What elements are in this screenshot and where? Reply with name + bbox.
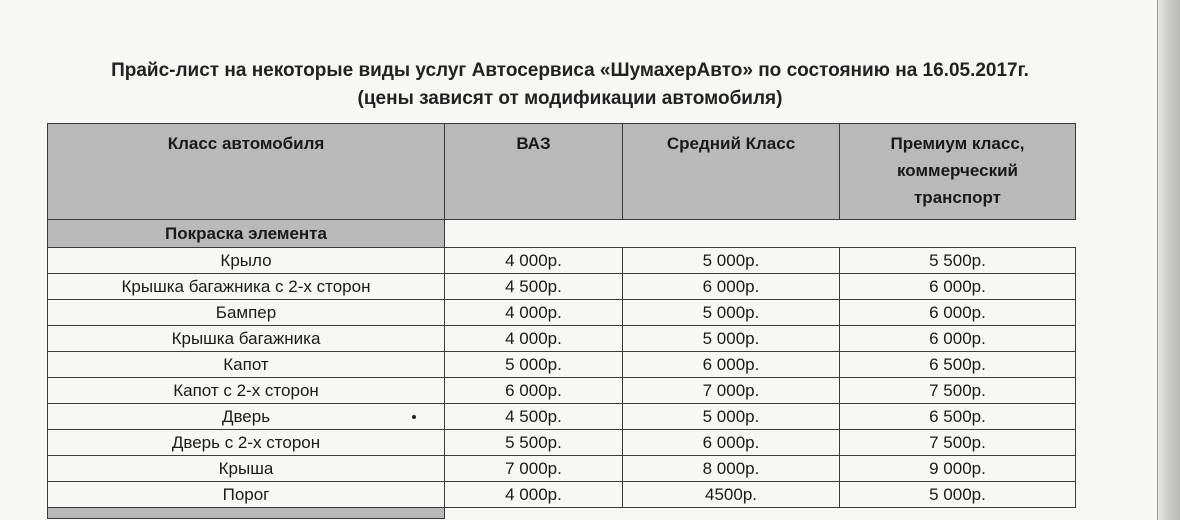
table-row [48, 248, 1076, 274]
header-car-class: Класс автомобиля [48, 124, 445, 220]
cell-vaz-price: 6 000р. [445, 378, 623, 404]
next-section-label-cutoff [48, 508, 445, 519]
cell-middle-price: 6 000р. [623, 352, 840, 378]
table-row [48, 430, 1076, 456]
cell-service: Дверь [48, 404, 445, 430]
next-section-row-cutoff [48, 508, 1076, 519]
header-vaz: ВАЗ [445, 124, 623, 220]
table-row [48, 404, 1076, 430]
table-row [48, 482, 1076, 508]
section-row [48, 220, 1076, 248]
cell-middle-price: 5 000р. [623, 300, 840, 326]
cell-service: Капот [48, 352, 445, 378]
cell-premium-price: 5 500р. [840, 248, 1076, 274]
table-header-row [48, 124, 1076, 220]
cell-service: Крыша [48, 456, 445, 482]
section-empty-cell [445, 220, 1076, 248]
cell-middle-price: 8 000р. [623, 456, 840, 482]
cell-service: Дверь с 2-х сторон [48, 430, 445, 456]
cell-vaz-price: 4 000р. [445, 300, 623, 326]
cell-service: Крышка багажника [48, 326, 445, 352]
cell-premium-price: 6 500р. [840, 404, 1076, 430]
cell-vaz-price: 7 000р. [445, 456, 623, 482]
document-title: Прайс-лист на некоторые виды услуг Автосервиса «ШумахерАвто» по состоянию на 16.05.2017г. [111, 60, 1029, 81]
cell-premium-price: 6 000р. [840, 300, 1076, 326]
cell-vaz-price: 4 000р. [445, 326, 623, 352]
cell-service: Крышка багажника с 2-х сторон [48, 274, 445, 300]
page-edge-shadow [1158, 0, 1180, 520]
table-row [48, 352, 1076, 378]
cell-service: Капот с 2-х сторон [48, 378, 445, 404]
section-title: Покраска элемента [48, 220, 445, 248]
cell-service: Крыло [48, 248, 445, 274]
table-row [48, 456, 1076, 482]
cell-vaz-price: 4 000р. [445, 482, 623, 508]
cell-premium-price: 7 500р. [840, 430, 1076, 456]
cell-vaz-price: 4 000р. [445, 248, 623, 274]
cell-middle-price: 7 000р. [623, 378, 840, 404]
price-table [47, 123, 1076, 519]
cell-service: Бампер [48, 300, 445, 326]
cell-premium-price: 6 000р. [840, 326, 1076, 352]
cell-vaz-price: 4 500р. [445, 274, 623, 300]
cell-premium-price: 9 000р. [840, 456, 1076, 482]
cell-vaz-price: 4 500р. [445, 404, 623, 430]
scan-speck [412, 415, 416, 419]
cell-premium-price: 6 000р. [840, 274, 1076, 300]
cell-middle-price: 6 000р. [623, 430, 840, 456]
cell-premium-price: 7 500р. [840, 378, 1076, 404]
cell-premium-price: 6 500р. [840, 352, 1076, 378]
table-row [48, 300, 1076, 326]
table-row [48, 326, 1076, 352]
cell-middle-price: 5 000р. [623, 326, 840, 352]
cell-middle-price: 4500р. [623, 482, 840, 508]
cell-premium-price: 5 000р. [840, 482, 1076, 508]
table-row [48, 274, 1076, 300]
cell-middle-price: 5 000р. [623, 404, 840, 430]
cell-vaz-price: 5 500р. [445, 430, 623, 456]
header-middle-class: Средний Класс [623, 124, 840, 220]
cell-middle-price: 6 000р. [623, 274, 840, 300]
cell-vaz-price: 5 000р. [445, 352, 623, 378]
header-premium-class: Премиум класс, коммерческий транспорт [840, 124, 1076, 220]
table-row [48, 378, 1076, 404]
document-subtitle: (цены зависят от модификации автомобиля) [357, 88, 783, 109]
cell-middle-price: 5 000р. [623, 248, 840, 274]
cell-service: Порог [48, 482, 445, 508]
next-section-empty-cutoff [445, 508, 1076, 519]
